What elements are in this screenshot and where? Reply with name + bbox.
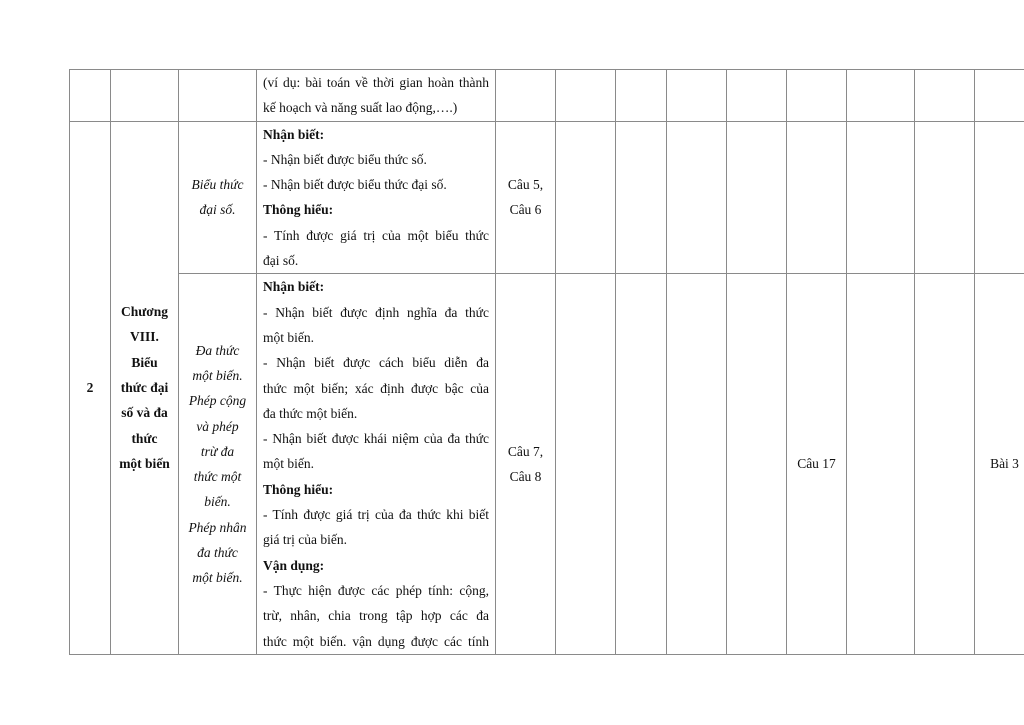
specification-table xyxy=(69,69,1024,655)
question-cell-vd: Câu 17 xyxy=(787,274,847,654)
table-row xyxy=(70,274,1024,654)
content-description-cell: Nhận biết: - Nhận biết được định nghĩa đa thức một biến. - Nhận biết được cách biểu diễn đa thức một biến; xác định được bậc của đa thức một biến. - Nhận biết được khái niệm của đa thức một biến. Thông hiểu: - Tính được giá trị của đa thức khi biết giá trị của biến. Vận dụng: - Thực hiện được các phép tính: cộng, trừ, nhân, chia trong tập hợp các đa thức một biến. vận dụng được các tính xyxy=(257,274,496,654)
topic-name-cell: Đa thức một biến. Phép cộng và phép trừ đa thức một biến. Phép nhân đa thức một biến. xyxy=(179,274,257,654)
question-cell: Câu 7, Câu 8 xyxy=(496,274,556,654)
table-row xyxy=(70,70,1024,122)
question-cell: Câu 5, Câu 6 xyxy=(496,121,556,274)
table-row xyxy=(70,121,1024,274)
topic-name-cell: Biểu thức đại số. xyxy=(179,121,257,274)
chapter-title-cell: Chương VIII. Biểu thức đại số và đa thức một biến xyxy=(111,121,179,654)
content-description-cell: (ví dụ: bài toán về thời gian hoàn thành kế hoạch và năng suất lao động,….) xyxy=(257,70,496,122)
row-number: 2 xyxy=(70,121,111,654)
question-cell-vdc: Bài 3 xyxy=(975,274,1024,654)
content-description-cell: Nhận biết: - Nhận biết được biểu thức số. - Nhận biết được biểu thức đại số. Thông hiểu: - Tính được giá trị của một biểu thức đại số. xyxy=(257,121,496,274)
